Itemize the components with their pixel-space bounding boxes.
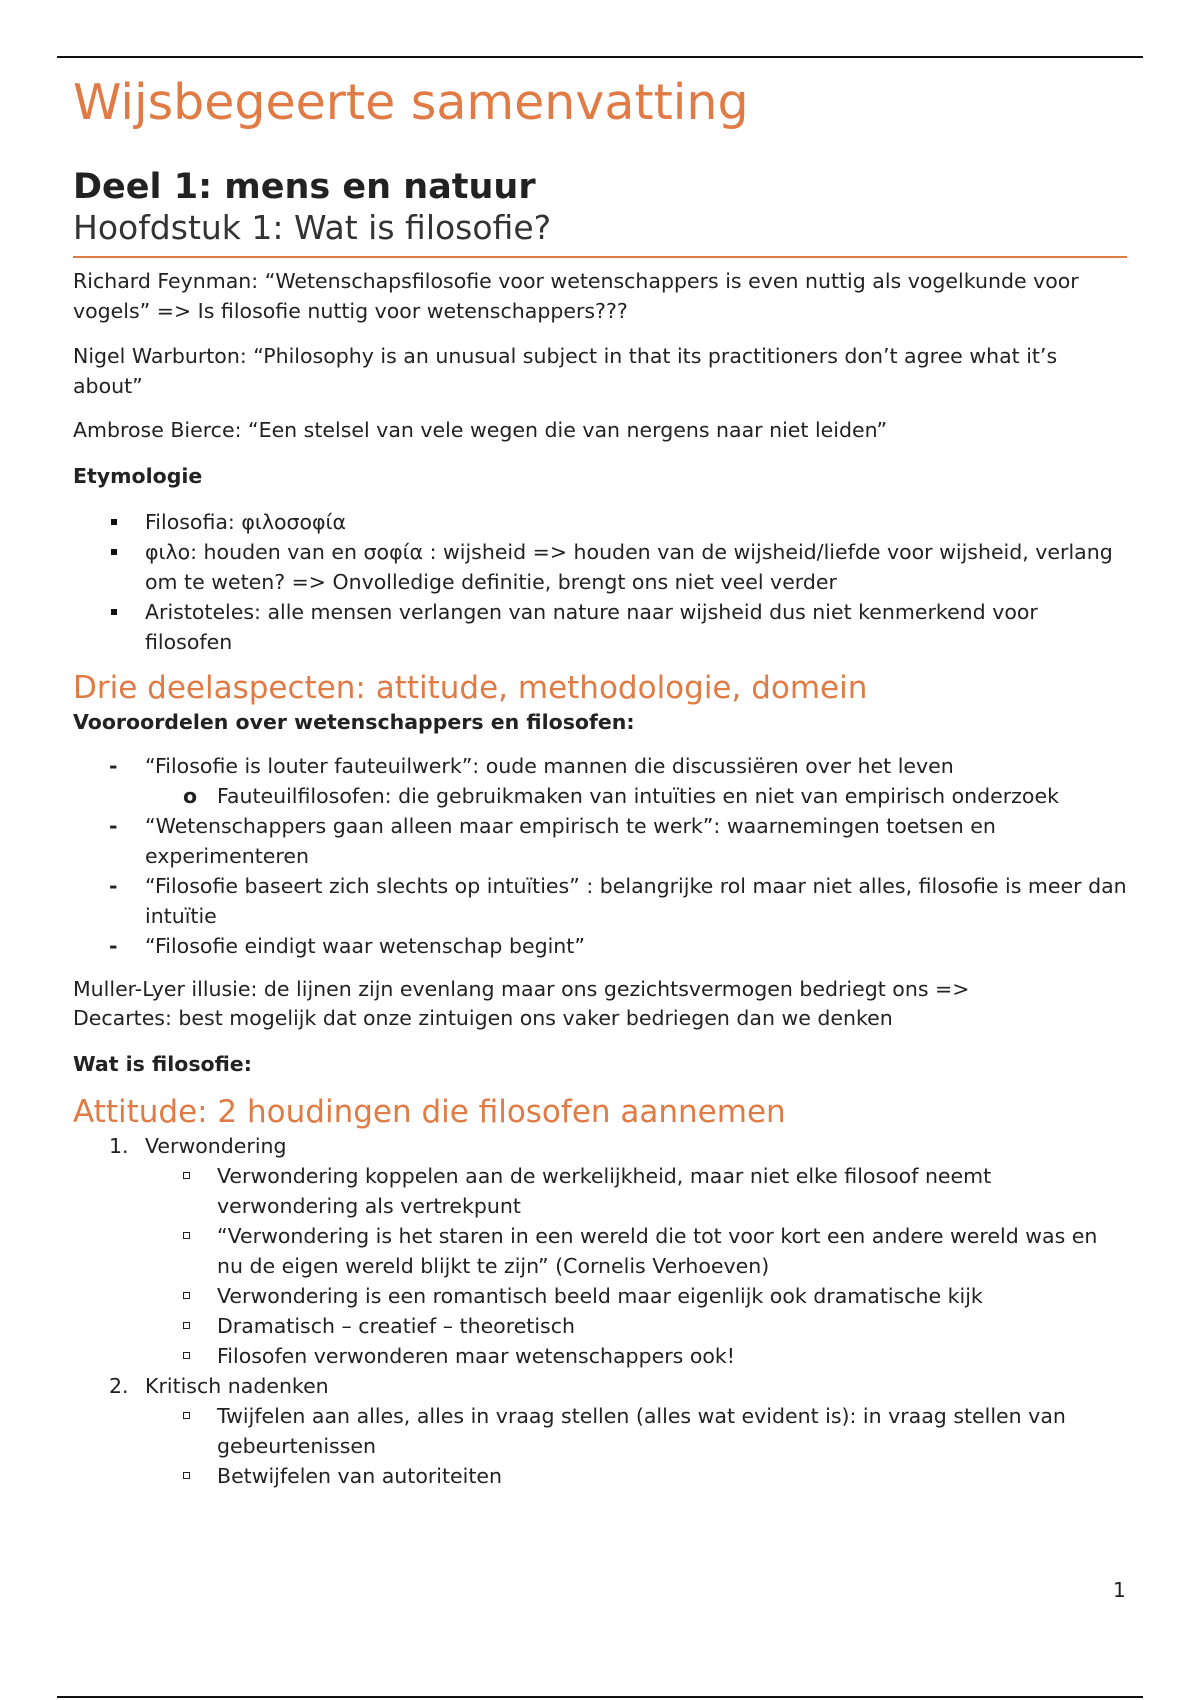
item-number: 2.	[109, 1374, 129, 1398]
section-heading-deelaspecten: Drie deelaspecten: attitude, methodologie, domein	[73, 670, 868, 706]
list-item: φιλο: houden van en σοφία : wijsheid => houden van de wijsheid/liefde voor wijsheid, verlang om te weten? => Onvolledige definitie, brengt ons niet veel verder	[73, 537, 1127, 597]
chapter-divider	[73, 256, 1127, 258]
decartes-line: Decartes: best mogelijk dat onze zintuigen ons vaker bedriegen dan we denken	[73, 1006, 893, 1030]
page-number: 1	[1113, 1578, 1126, 1602]
quote-warburton: Nigel Warburton: “Philosophy is an unusual subject in that its practitioners don’t agree what it’s about”	[73, 344, 1058, 398]
list-item-text: “Filosofie is louter fauteuilwerk”: oude mannen die discussiëren over het leven	[145, 754, 954, 778]
sub-list-item: Filosofen verwonderen maar wetenschappers ook!	[145, 1341, 1127, 1371]
sub-list-item: Betwijfelen van autoriteiten	[145, 1461, 1127, 1491]
sub-list-item: “Verwondering is het staren in een wereld die tot voor kort een andere wereld was en nu de eigen wereld blijkt te zijn” (Cornelis Verhoeven)	[145, 1221, 1127, 1281]
etymologie-label: Etymologie	[73, 464, 203, 488]
wat-is-filosofie-label: Wat is filosofie:	[73, 1052, 252, 1076]
page-bottom-rule	[57, 1696, 1143, 1698]
item-text: Verwondering	[145, 1134, 287, 1158]
chapter-heading: Hoofdstuk 1: Wat is filosofie?	[73, 208, 552, 247]
vooroordelen-label: Vooroordelen over wetenschappers en filosofen:	[73, 710, 635, 734]
item-text: Kritisch nadenken	[145, 1374, 329, 1398]
page-top-rule	[57, 56, 1143, 58]
list-item: - “Filosofie eindigt waar wetenschap begint”	[73, 931, 1127, 961]
sub-list	[145, 1401, 1127, 1491]
sub-list-item: Verwondering is een romantisch beeld maar eigenlijk ook dramatische kijk	[145, 1281, 1127, 1311]
part-heading: Deel 1: mens en natuur	[73, 167, 536, 207]
list-item: - “Filosofie baseert zich slechts op intuïties” : belangrijke rol maar niet alles, filosofie is meer dan intuïtie	[73, 871, 1127, 931]
sub-list	[145, 1161, 1127, 1371]
muller-lyer-paragraph	[73, 975, 1127, 1033]
list-item: Aristoteles: alle mensen verlangen van nature naar wijsheid dus niet kenmerkend voor filosofen	[73, 597, 1127, 657]
sub-list-item: Dramatisch – creatief – theoretisch	[145, 1311, 1127, 1341]
item-number: 1.	[109, 1134, 129, 1158]
muller-line: Muller-Lyer illusie: de lijnen zijn evenlang maar ons gezichtsvermogen bedriegt ons =>	[73, 977, 970, 1001]
sub-list-item: Twijfelen aan alles, alles in vraag stellen (alles wat evident is): in vraag stellen van gebeurtenissen	[145, 1401, 1127, 1461]
document-page	[73, 70, 1127, 1491]
numbered-item	[73, 1131, 1127, 1371]
attitude-list	[73, 1131, 1127, 1491]
document-title: Wijsbegeerte samenvatting	[73, 74, 749, 131]
etymologie-list	[73, 507, 1127, 657]
section-heading-attitude: Attitude: 2 houdingen die filosofen aannemen	[73, 1094, 786, 1130]
quote-bierce: Ambrose Bierce: “Een stelsel van vele wegen die van nergens naar niet leiden”	[73, 418, 888, 442]
sub-list	[145, 781, 1127, 811]
sub-list-item: o Fauteuilfilosofen: die gebruikmaken van intuïties en niet van empirisch onderzoek	[145, 781, 1127, 811]
list-item: Filosofia: φιλοσοφία	[73, 507, 1127, 537]
quote-feynman: Richard Feynman: “Wetenschapsfilosofie voor wetenschappers is even nuttig als vogelkunde voor vogels” => Is filosofie nuttig voor wetenschappers???	[73, 269, 1079, 323]
vooroordelen-list	[73, 751, 1127, 961]
sub-list-item: Verwondering koppelen aan de werkelijkheid, maar niet elke filosoof neemt verwondering als vertrekpunt	[145, 1161, 1127, 1221]
list-item: - “Wetenschappers gaan alleen maar empirisch te werk”: waarnemingen toetsen en experimenteren	[73, 811, 1127, 871]
numbered-item	[73, 1371, 1127, 1491]
list-item	[73, 751, 1127, 811]
